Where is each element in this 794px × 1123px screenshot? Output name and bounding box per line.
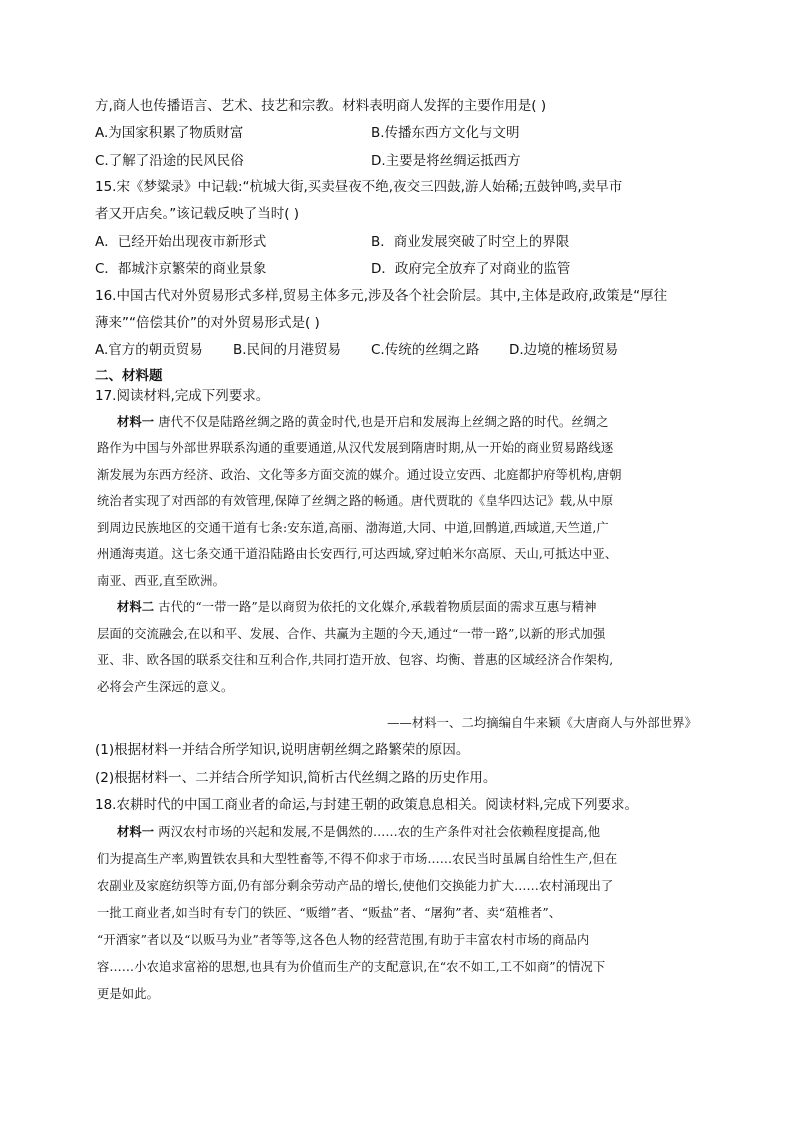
q16-option-c: C.传统的丝绸之路 <box>371 342 480 358</box>
q18-material1-line3: 农副业及家庭纺织等方面,仍有部分剩余劳动产品的增长,使他们交换能力扩大……农村涌现出了 <box>97 879 614 893</box>
q17-material1-line4: 统治者实现了对西部的有效管理,保障了丝绸之路的畅通。唐代贾耽的《皇华四达记》载,从中原 <box>97 494 614 508</box>
q17-material2-text1: 古代的“一带一路”是以商贸为依托的文化媒介,承载着物质层面的需求互惠与精神 <box>154 600 597 614</box>
q17-material1-line6: 州通海夷道。这七条交通干道沿陆路由长安西行,可达西域,穿过帕米尔高原、天山,可抵达中亚、 <box>97 547 618 561</box>
q18-material1-line5: “开酒家”者以及“以贩马为业”者等等,这各色人物的经营范围,有助于丰富农村市场的商品内 <box>97 933 590 947</box>
q15-option-a: A．已经开始出现夜市新形式 <box>95 234 267 250</box>
q17-source: ——材料一、二均摘编自牛来颖《大唐商人与外部世界》 <box>387 716 697 730</box>
q18-material1-line1 <box>117 822 717 842</box>
q17-subquestion-2: (2)根据材料一、二并结合所学知识,简析古代丝绸之路的历史作用。 <box>95 770 497 786</box>
q17-material2-line4: 必将会产生深远的意义。 <box>97 680 234 694</box>
q17-material2-line3: 亚、非、欧各国的联系交往和互利合作,共同打造开放、包容、均衡、普惠的区域经济合作架构, <box>97 653 614 667</box>
q17-material1-line5: 到周边民族地区的交通干道有七条:安东道,高丽、渤海道,大同、中道,回鹘道,西域道,天竺道,广 <box>97 521 609 535</box>
q17-material2-line1 <box>117 597 717 617</box>
q15-option-b: B．商业发展突破了时空上的界限 <box>371 234 570 250</box>
q14-stem: 方,商人也传播语言、艺术、技艺和宗教。材料表明商人发挥的主要作用是( ) <box>95 98 547 114</box>
q18-material1-line4: 一批工商业者,如当时有专门的铁匠、“贩缯”者、“贩盐”者、“屠狗”者、卖“葅椎者”、 <box>97 906 562 920</box>
q16-option-d: D.边境的榷场贸易 <box>509 342 619 358</box>
q14-option-d: D.主要是将丝绸运抵西方 <box>371 153 521 169</box>
q17-material1-line7: 南亚、西亚,直至欧洲。 <box>97 574 225 588</box>
q17-material2-line2: 层面的交流融会,在以和平、发展、合作、共赢为主题的今天,通过“一带一路”,以新的形式加强 <box>97 627 606 641</box>
q18-material1-line7: 更是如此。 <box>97 987 159 1001</box>
q17-material1-line2: 路作为中国与外部世界联系沟通的重要通道,从汉代发展到隋唐时期,从一开始的商业贸易路线逐 <box>97 441 614 455</box>
q16-option-a: A.官方的朝贡贸易 <box>95 342 203 358</box>
q15-stem-line1: 15.宋《梦粱录》中记载:“杭城大街,买卖昼夜不绝,夜交三四鼓,游人始稀;五鼓钟鸣,卖早市 <box>95 179 623 195</box>
q17-material2-label: 材料二 <box>117 599 155 614</box>
q18-material1-label: 材料一 <box>117 824 155 839</box>
q17-material1-text1: 唐代不仅是陆路丝绸之路的黄金时代,也是开启和发展海上丝绸之路的时代。丝绸之 <box>154 415 609 429</box>
q15-stem-line2: 者又开店矣。”该记载反映了当时( ) <box>95 206 300 222</box>
q17-material1-line3: 渐发展为东西方经济、政治、文化等多方面交流的媒介。通过设立安西、北庭都护府等机构,唐朝 <box>97 468 622 482</box>
q16-stem-line1: 16.中国古代对外贸易形式多样,贸易主体多元,涉及各个社会阶层。其中,主体是政府,政策是“厚往 <box>95 288 668 304</box>
q14-option-a: A.为国家积累了物质财富 <box>95 125 244 141</box>
q14-option-b: B.传播东西方文化与文明 <box>371 125 520 141</box>
q17-subquestion-1: (1)根据材料一并结合所学知识,说明唐朝丝绸之路繁荣的原因。 <box>95 742 470 758</box>
section-heading: 二、材料题 <box>95 368 163 384</box>
q15-option-d: D．政府完全放弃了对商业的监管 <box>371 261 571 277</box>
q17-intro: 17.阅读材料,完成下列要求。 <box>95 388 270 404</box>
q16-option-b: B.民间的月港贸易 <box>233 342 342 358</box>
q14-option-c: C.了解了沿途的民风民俗 <box>95 153 244 169</box>
q16-stem-line2: 薄来”“倍偿其价”的对外贸易形式是( ) <box>95 315 320 331</box>
q18-intro: 18.农耕时代的中国工商业者的命运,与封建王朝的政策息息相关。阅读材料,完成下列要求。 <box>95 797 639 813</box>
q17-material1-line1 <box>117 412 717 432</box>
q18-material1-text1: 两汉农村市场的兴起和发展,不是偶然的……农的生产条件对社会依赖程度提高,他 <box>154 825 601 839</box>
q17-material1-label: 材料一 <box>117 414 155 429</box>
q18-material1-line6: 容……小农追求富裕的思想,也具有为价值而生产的支配意识,在“农不如工,工不如商”的情况下 <box>97 960 606 974</box>
q15-option-c: C．都城汴京繁荣的商业景象 <box>95 261 267 277</box>
q18-material1-line2: 们为提高生产率,购置铁农具和大型牲畜等,不得不仰求于市场……农民当时虽属自给性生产,但在 <box>97 852 618 866</box>
